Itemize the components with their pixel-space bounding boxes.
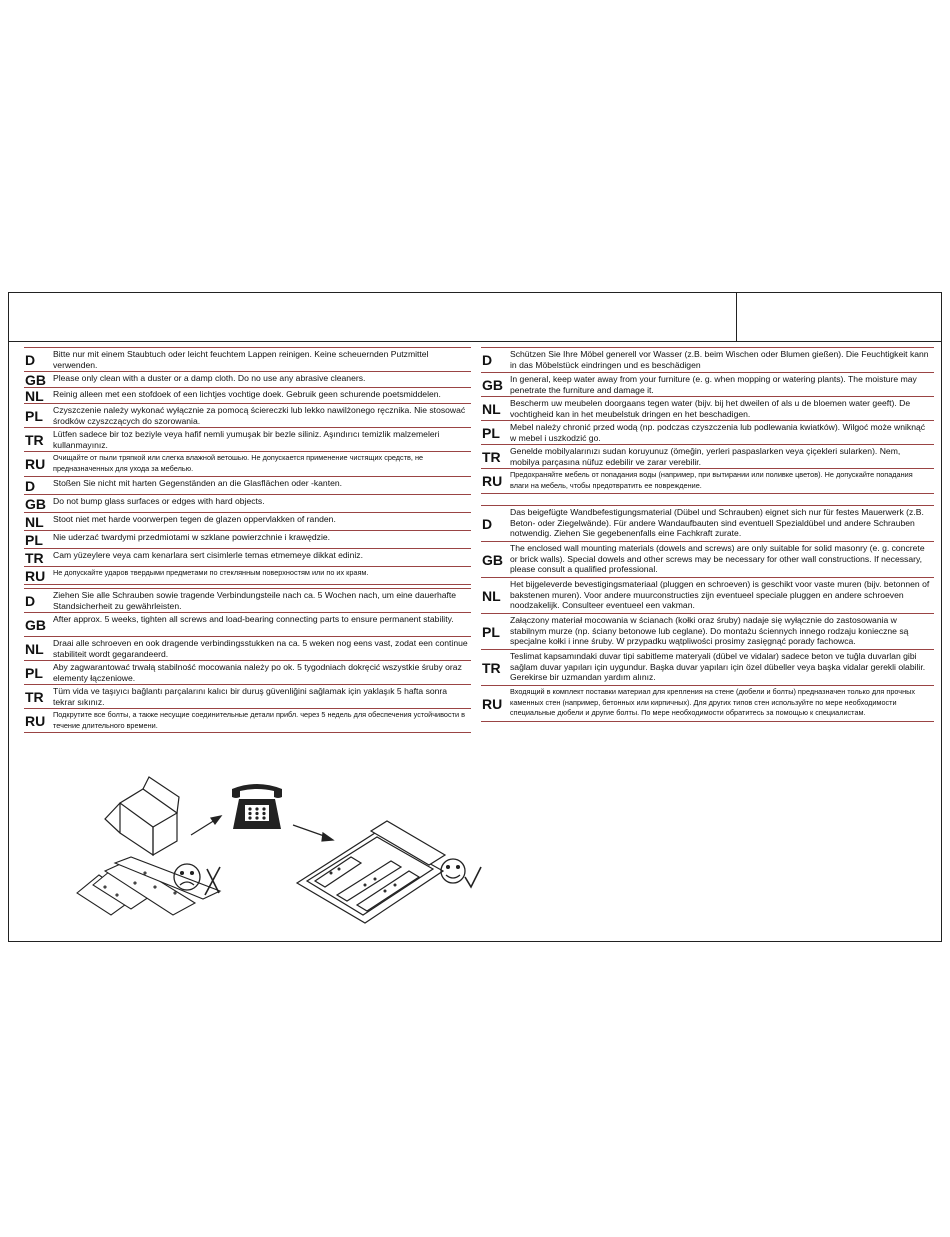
lang-text: The enclosed wall mounting materials (dowels and screws) are only suitable for solid masonry (e. g. concrete or brick walls). Special dowels and other screws may be necessary for other wall constructions. If necessary, please consult a qualified professional. xyxy=(510,543,925,574)
lang-text: Nie uderzać twardymi przedmiotami w szklane powierzchnie i krawędzie. xyxy=(53,532,331,542)
lang-text: Czyszczenie należy wykonać wyłącznie za pomocą ściereczki lub lekko nawilżonego ręcznika. Nie stosować środków czyszczących do szorowania. xyxy=(53,405,466,426)
glass-block xyxy=(24,476,471,585)
lang-code: GB xyxy=(25,616,46,633)
lang-row-ru xyxy=(481,685,934,721)
water-block xyxy=(481,347,934,494)
lang-text: Stoot niet met harde voorwerpen tegen de glazen oppervlakken of randen. xyxy=(53,514,336,524)
lang-row-pl xyxy=(24,403,471,427)
lang-text: Lütfen sadece bir toz beziyle veya hafif nemli yumuşak bir bezle siliniz. Aşındırıcı temizlik malzemeleri kullanmayınız. xyxy=(53,429,440,450)
lang-row-nl xyxy=(481,577,934,613)
lang-text: Подкрутите все болты, а также несущие соединительные детали прибл. через 5 недель для обеспечения устойчивости в течение длительного времени. xyxy=(53,710,465,730)
lang-row-pl xyxy=(24,530,471,548)
lang-row-tr xyxy=(24,427,471,451)
lang-code: RU xyxy=(25,567,46,584)
lang-row-pl xyxy=(24,660,471,684)
lang-code: PL xyxy=(25,407,43,424)
lang-text: Ziehen Sie alle Schrauben sowie tragende Verbindungsteile nach ca. 5 Wochen nach, um eine dauerhafte Standsicherheit zu gewährleisten. xyxy=(53,590,457,611)
lang-row-ru xyxy=(24,566,471,584)
lang-row-d xyxy=(24,588,471,612)
lang-row-nl xyxy=(481,396,934,420)
lang-code: NL xyxy=(25,513,44,530)
lang-code: TR xyxy=(25,688,44,705)
assembly-help-illustration xyxy=(75,775,495,925)
lang-row-tr xyxy=(481,649,934,685)
lang-row-gb xyxy=(481,541,934,577)
lang-code: RU xyxy=(482,473,503,489)
happy-face-icon xyxy=(441,859,465,883)
telephone-icon xyxy=(232,784,282,829)
lang-row-d xyxy=(24,476,471,494)
lang-row-tr xyxy=(24,684,471,708)
lang-code: PL xyxy=(482,623,500,640)
lang-text: Draai alle schroeven en ook dragende verbindingsstukken na ca. 5 weken nog eens vast, zodat een continue stabiliteit wordt gegarandeerd. xyxy=(53,638,468,659)
lang-code: TR xyxy=(482,448,501,465)
lang-code: D xyxy=(25,351,36,368)
lang-code: NL xyxy=(25,387,44,404)
lang-code: D xyxy=(482,515,493,532)
lang-row-gb xyxy=(24,371,471,387)
lang-code: D xyxy=(482,352,493,368)
lang-code: NL xyxy=(482,587,501,604)
lang-row-d xyxy=(481,347,934,372)
lang-text: Mebel należy chronić przed wodą (np. podczas czyszczenia lub podlewania kwiatków). Wilgoć może wniknąć w mebel i uszkodzić go. xyxy=(510,422,926,443)
loose-boards-icon xyxy=(77,857,220,915)
lang-text: After approx. 5 weeks, tighten all screws and load-bearing connecting parts to ensure permanent stability. xyxy=(53,614,454,624)
lang-row-nl xyxy=(24,512,471,530)
lang-code: TR xyxy=(25,549,44,566)
lang-row-nl xyxy=(24,636,471,660)
lang-row-pl xyxy=(481,613,934,649)
open-box-icon xyxy=(105,777,179,855)
arrow-icon xyxy=(293,825,333,841)
lang-row-tr xyxy=(24,548,471,566)
arrow-icon xyxy=(191,816,221,835)
header-divider xyxy=(9,341,941,342)
lang-row-ru xyxy=(24,708,471,732)
lang-code: GB xyxy=(25,371,46,388)
lang-text: Reinig alleen met een stofdoek of een lichtjes vochtige doek. Gebruik geen schurende poetsmiddelen. xyxy=(53,389,441,399)
lang-code: PL xyxy=(482,424,500,441)
lang-code: RU xyxy=(482,695,503,712)
lang-row-d xyxy=(24,347,471,371)
lang-row-ru xyxy=(24,451,471,476)
lang-code: NL xyxy=(482,400,501,417)
lang-code: GB xyxy=(482,551,503,568)
lang-text: Tüm vida ve taşıyıcı bağlantı parçalarını kalıcı bir duruş güvenliğini sağlamak için yaklaşık 5 hafta sonra tekrar sıkınız. xyxy=(53,686,448,707)
lang-text: Het bijgeleverde bevestigingsmateriaal (pluggen en schroeven) is geschikt voor vaste muren (bijv. betonnen of bakstenen muren). Voor andere muurconstructies zijn eventueel speciale pluggen en andere schroeven noodzakelijk. Consulteer eventueel een vakman. xyxy=(510,579,930,610)
lang-text: Teslimat kapsamındaki duvar tipi sabitleme materyali (dübel ve vidalar) sadece beton ve tuğla duvarlan gibi sağlam duvar yapıları için uygundur. Başka duvar yapıları için özel dübeller veya başka vidalar gerekli olabilir. Gerekirse bir uzmandan yardım alınız. xyxy=(510,651,926,682)
lang-code: PL xyxy=(25,531,43,548)
header-box-divider xyxy=(736,293,737,341)
lang-text: Do not bump glass surfaces or edges with hard objects. xyxy=(53,496,265,506)
lang-text: Aby zagwarantować trwałą stabilność mocowania należy po ok. 5 tygodniach dokręcić wszystkie śruby oraz elementy łączeniowe. xyxy=(53,662,462,683)
lang-code: D xyxy=(25,592,36,609)
lang-code: NL xyxy=(25,640,44,657)
screws-block xyxy=(24,588,471,733)
lang-row-gb xyxy=(24,612,471,636)
lang-text: Предохраняйте мебель от попадания воды (например, при вытирании или поливке цветов). Не допускайте попадания влаги на мебель, чтобы предотвратить ее повреждение. xyxy=(510,470,913,490)
lang-text: Cam yüzeylere veya cam kenarlara sert cisimlerle temas etmemeye dikkat ediniz. xyxy=(53,550,363,560)
lang-text: Входящий в комплект поставки материал для крепления на стене (дюбели и болты) предназначен только для прочных каменных стен (например, бетонных или кирпичных). Для других типов стен используйте по мере необходимости специальные дюбели и другие болты. По мере необходимости обратитесь за помощью к специалистам. xyxy=(510,687,915,717)
check-mark-icon xyxy=(465,867,481,887)
lang-text: Please only clean with a duster or a damp cloth. Do no use any abrasive cleaners. xyxy=(53,373,366,383)
lang-row-gb xyxy=(481,372,934,396)
lang-code: GB xyxy=(25,495,46,512)
lang-text: Не допускайте ударов твердыми предметами по стеклянным поверхностям или по их краям. xyxy=(53,568,369,577)
assembled-panels-icon xyxy=(297,821,445,923)
lang-code: GB xyxy=(482,376,503,393)
lang-code: PL xyxy=(25,664,43,681)
wall-mounting-block xyxy=(481,505,934,722)
lang-text: Genelde mobilyalarınızı sudan koruyunuz (ömeğin, yerleri paspaslarken veya çiçekleri sularken). Nem, mobilya parçasına nüfuz edebilir ve zarar verebilir. xyxy=(510,446,901,467)
cleaning-block xyxy=(24,347,471,477)
lang-text: In general, keep water away from your furniture (e. g. when mopping or watering plants). The moisture may penetrate the furniture and damage it. xyxy=(510,374,917,395)
lang-row-d xyxy=(481,505,934,541)
lang-text: Bitte nur mit einem Staubtuch oder leicht feuchtem Lappen reinigen. Keine scheuernden Putzmittel verwenden. xyxy=(53,349,429,370)
lang-text: Stoßen Sie nicht mit harten Gegenständen an die Glasflächen oder -kanten. xyxy=(53,478,343,488)
lang-row-tr xyxy=(481,444,934,468)
lang-text: Schützen Sie Ihre Möbel generell vor Wasser (z.B. beim Wischen oder Blumen gießen). Die Feuchtigkeit kann in das Möbelstück eindringen und es beschädigen xyxy=(510,349,929,370)
lang-code: RU xyxy=(25,712,46,729)
lang-code: D xyxy=(25,477,36,494)
lang-row-ru xyxy=(481,468,934,493)
lang-row-nl xyxy=(24,387,471,403)
lang-text: Das beigefügte Wandbefestigungsmaterial (Dübel und Schrauben) eignet sich nur für festes Mauerwerk (z.B. Beton- oder Ziegelwände). Für andere Wandaufbauten sind eventuell Spezialdübel und andere Schrauben notwendig. Ziehen Sie gegebenenfalls eine Fachkraft zurate. xyxy=(510,507,924,538)
lang-code: TR xyxy=(25,431,44,448)
lang-row-pl xyxy=(481,420,934,444)
lang-row-gb xyxy=(24,494,471,512)
lang-text: Załączony materiał mocowania w ścianach (kołki oraz śruby) nadaje się wyłącznie do zastosowania w stabilnym murze (np. ściany betonowe lub ceglane). Do montażu ściennych innego rodzaju konieczne są specjalne kołki i inne śruby. W przypadku wątpliwości prosimy zasięgnąć porady fachowca. xyxy=(510,615,909,646)
lang-code: RU xyxy=(25,456,46,472)
lang-code: TR xyxy=(482,659,501,676)
lang-text: Bescherm uw meubelen doorgaans tegen water (bijv. bij het dweilen of als u de bloemen water geeft). De vochtigheid kan in het meubelstuk dringen en het beschadigen. xyxy=(510,398,911,419)
lang-text: Очищайте от пыли тряпкой или слегка влажной ветошью. Не допускается применение чистящих средств, не предназначенных для ухода за мебелью. xyxy=(53,453,424,473)
